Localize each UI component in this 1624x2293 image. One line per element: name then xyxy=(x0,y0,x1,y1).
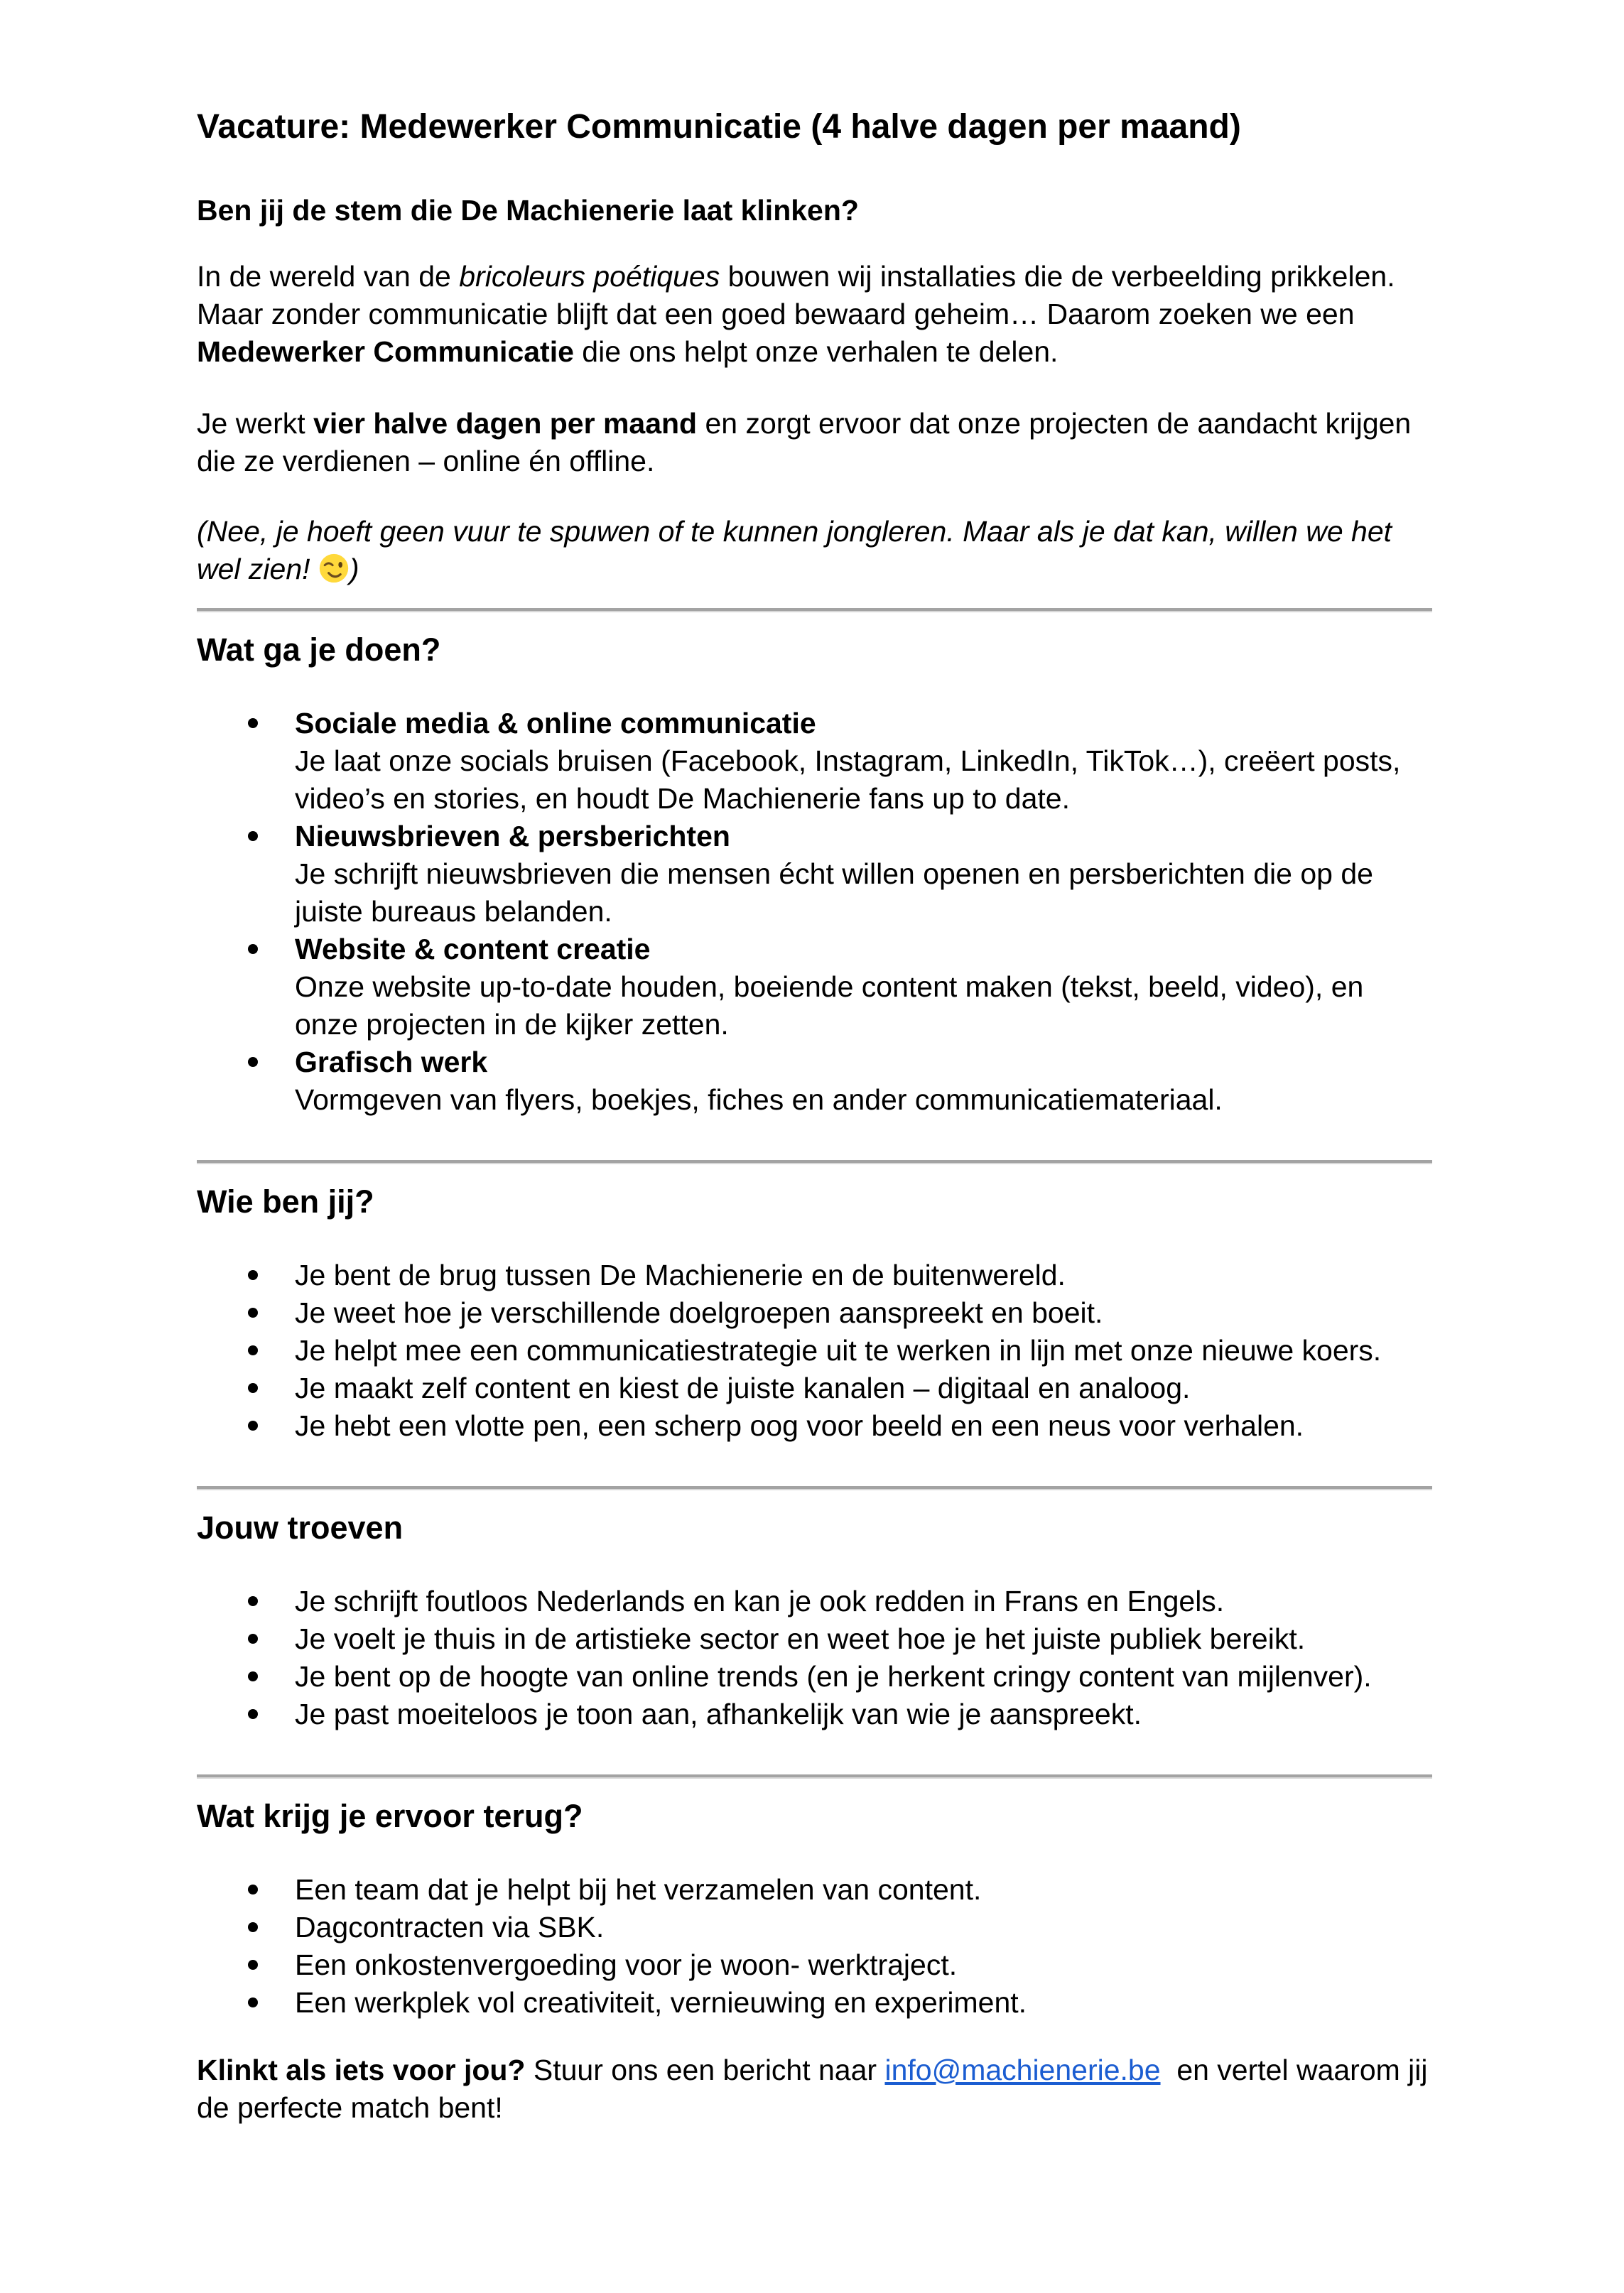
p2-bold-phrase: vier halve dagen per maand xyxy=(313,407,698,440)
outro-text: en vertel waarom jij de perfecte match bent! xyxy=(197,2054,1428,2124)
section-offer-heading: Wat krijg je ervoor terug? xyxy=(197,1798,583,1834)
p1-bold-phrase: Medewerker Communicatie xyxy=(197,335,574,368)
task-desc: Je schrijft nieuwsbrieven die mensen écht willen openen en persberichten die op de juiste bureaus belanden. xyxy=(295,857,1373,928)
section-offer xyxy=(197,1797,1432,2022)
list-item: Dagcontracten via SBK. xyxy=(295,1909,1432,1946)
profile-list xyxy=(197,1257,1432,1445)
tasks-list xyxy=(197,705,1432,1119)
list-item: Je hebt een vlotte pen, een scherp oog voor beeld en een neus voor verhalen. xyxy=(295,1407,1432,1445)
section-profile xyxy=(197,1183,1432,1445)
wink-emoji-icon xyxy=(318,553,350,584)
list-item: Je bent op de hoogte van online trends (en je herkent cringy content van mijlenver). xyxy=(295,1658,1432,1696)
strengths-list xyxy=(197,1583,1432,1733)
section-strengths-heading: Jouw troeven xyxy=(197,1509,404,1546)
p1-text: bouwen wij installaties die de verbeelding prikkelen. Maar zonder communicatie blijft dat een goed bewaard geheim… Daarom zoeken we een xyxy=(197,260,1395,330)
list-item: Je weet hoe je verschillende doelgroepen aanspreekt en boeit. xyxy=(295,1294,1432,1332)
p1-italic-phrase: bricoleurs poétiques xyxy=(459,260,720,293)
list-item: Een werkplek vol creativiteit, vernieuwing en experiment. xyxy=(295,1984,1432,2022)
list-item xyxy=(295,818,1432,931)
aside-text: (Nee, je hoeft geen vuur te spuwen of te kunnen jongleren. Maar als je dat kan, willen we het wel zien! xyxy=(197,515,1392,585)
p2-text: en zorgt ervoor dat onze projecten de aandacht krijgen die ze verdienen – online én offline. xyxy=(197,407,1412,477)
p2-text: Je werkt xyxy=(197,407,314,440)
section-divider xyxy=(197,1486,1432,1490)
task-title: Grafisch werk xyxy=(295,1046,488,1078)
page-title: Vacature: Medewerker Communicatie (4 halve dagen per maand) xyxy=(197,108,1241,146)
task-desc: Je laat onze socials bruisen (Facebook, Instagram, LinkedIn, TikTok…), creëert posts, video’s en stories, en houdt De Machienerie fans up to date. xyxy=(295,744,1401,815)
task-title: Website & content creatie xyxy=(295,933,651,965)
list-item: Een onkostenvergoeding voor je woon- werktraject. xyxy=(295,1946,1432,1984)
section-profile-heading: Wie ben jij? xyxy=(197,1183,374,1220)
intro-paragraph-1 xyxy=(197,258,1432,371)
section-divider xyxy=(197,1160,1432,1164)
task-desc: Vormgeven van flyers, boekjes, fiches en ander communicatiemateriaal. xyxy=(295,1083,1223,1116)
section-tasks-heading: Wat ga je doen? xyxy=(197,631,441,668)
p1-text: die ons helpt onze verhalen te delen. xyxy=(573,335,1059,368)
intro-paragraph-2 xyxy=(197,405,1432,480)
section-strengths xyxy=(197,1509,1432,1733)
list-item: Je maakt zelf content en kiest de juiste kanalen – digitaal en analoog. xyxy=(295,1370,1432,1407)
list-item: Je past moeiteloos je toon aan, afhankelijk van wie je aanspreekt. xyxy=(295,1696,1432,1733)
outro-bold: Klinkt als iets voor jou? xyxy=(197,2054,526,2086)
section-divider xyxy=(197,1774,1432,1779)
intro-aside xyxy=(197,513,1432,588)
intro-hook: Ben jij de stem die De Machienerie laat klinken? xyxy=(197,194,859,227)
aside-text: ) xyxy=(349,553,359,585)
offer-list xyxy=(197,1871,1432,2022)
email-link[interactable]: info@machienerie.be xyxy=(884,2054,1161,2086)
outro-text: Stuur ons een bericht naar xyxy=(525,2054,885,2086)
list-item: Je helpt mee een communicatiestrategie uit te werken in lijn met onze nieuwe koers. xyxy=(295,1332,1432,1370)
task-title: Sociale media & online communicatie xyxy=(295,707,816,739)
list-item: Een team dat je helpt bij het verzamelen van content. xyxy=(295,1871,1432,1909)
outro-paragraph xyxy=(197,2051,1432,2127)
p1-text: In de wereld van de xyxy=(197,260,460,293)
task-title: Nieuwsbrieven & persberichten xyxy=(295,820,730,852)
list-item xyxy=(295,931,1432,1043)
list-item xyxy=(295,705,1432,818)
section-tasks xyxy=(197,631,1432,1119)
list-item xyxy=(295,1043,1432,1119)
list-item: Je schrijft foutloos Nederlands en kan je ook redden in Frans en Engels. xyxy=(295,1583,1432,1620)
task-desc: Onze website up-to-date houden, boeiende content maken (tekst, beeld, video), en onze projecten in de kijker zetten. xyxy=(295,970,1364,1041)
section-divider xyxy=(197,608,1432,612)
list-item: Je voelt je thuis in de artistieke sector en weet hoe je het juiste publiek bereikt. xyxy=(295,1620,1432,1658)
list-item: Je bent de brug tussen De Machienerie en de buitenwereld. xyxy=(295,1257,1432,1294)
